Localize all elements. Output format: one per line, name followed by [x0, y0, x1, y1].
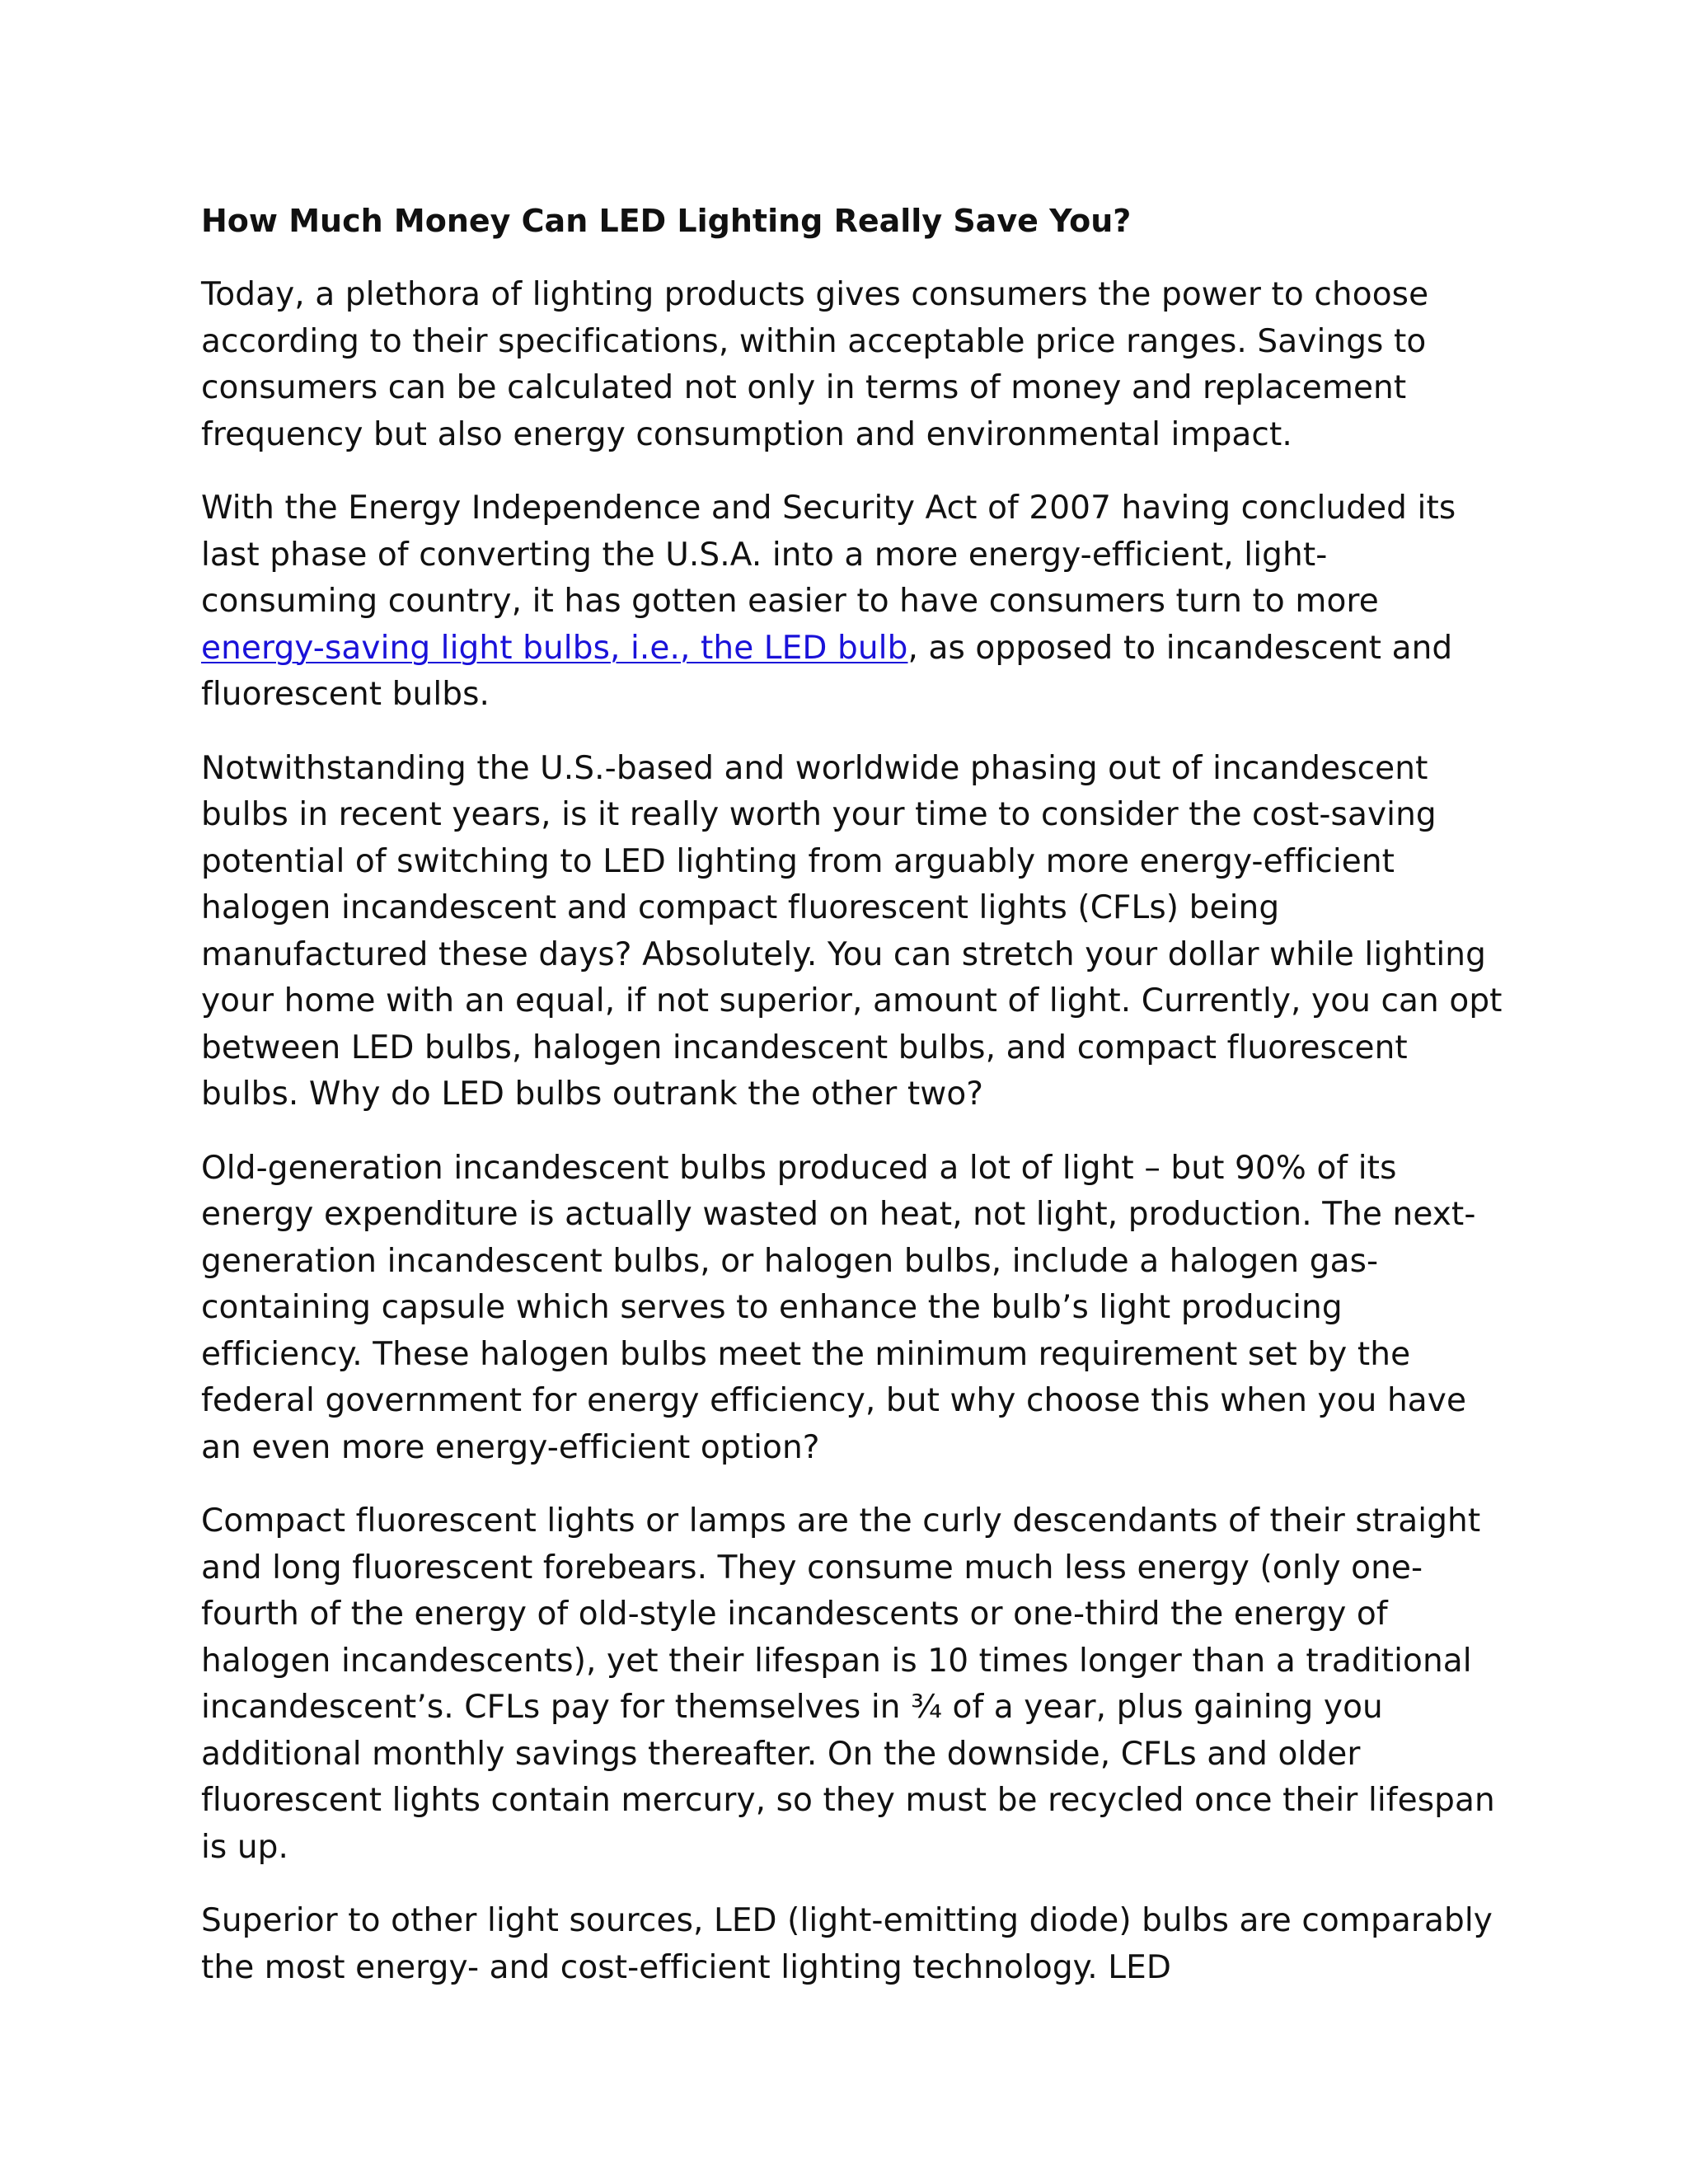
paragraph-halogen: Old-generation incandescent bulbs produced a lot of light – but 90% of its energy expenditure is actually wasted on heat, not light, production. The next-generation incandescent bulbs, or halogen bulbs, include a halogen gas-containing capsule which serves to enhance the bulb’s light producing efficiency. These halogen bulbs meet the minimum requirement set by the federal government for energy efficiency, but why choose this when you have an even more energy-efficient option?: [201, 1149, 1476, 1466]
paragraph-text-before-link: With the Energy Independence and Security Act of 2007 having concluded its last phase of converting the U.S.A. into a more energy-efficient, light-consuming country, it has gotten easier to have consumers turn to more: [201, 490, 1456, 620]
led-bulb-link[interactable]: energy-saving light bulbs, i.e., the LED bulb: [201, 629, 908, 667]
paragraph-energy-act: [201, 485, 1503, 719]
paragraph-cfl: Compact fluorescent lights or lamps are the curly descendants of their straight and long fluorescent forebears. They consume much less energy (only one-fourth of the energy of old-style incandescents or one-third the energy of halogen incandescents), yet their lifespan is 10 times longer than a traditional incandescent’s. CFLs pay for themselves in ¾ of a year, plus gaining you additional monthly savings thereafter. On the downside, CFLs and older fluorescent lights contain mercury, so they must be recycled once their lifespan is up.: [201, 1502, 1495, 1866]
paragraph-led: Superior to other light sources, LED (light-emitting diode) bulbs are comparably the most energy- and cost-efficient lighting technology. LED: [201, 1902, 1493, 1986]
document-title: How Much Money Can LED Lighting Really Save You?: [201, 203, 1132, 239]
document-body: [201, 198, 1503, 2018]
paragraph-intro: Today, a plethora of lighting products gives consumers the power to choose according to their specifications, within acceptable price ranges. Savings to consumers can be calculated not only in terms of money and replacement frequency but also energy consumption and environmental impact.: [201, 276, 1429, 453]
paragraph-text-after-link: , as opposed to incandescent and fluorescent bulbs.: [201, 629, 1453, 713]
paragraph-phasing-out: Notwithstanding the U.S.-based and worldwide phasing out of incandescent bulbs in recent years, is it really worth your time to consider the cost-saving potential of switching to LED lighting from arguably more energy-efficient halogen incandescent and compact fluorescent lights (CFLs) being manufactured these days? Absolutely. You can stretch your dollar while lighting your home with an equal, if not superior, amount of light. Currently, you can opt between LED bulbs, halogen incandescent bulbs, and compact fluorescent bulbs. Why do LED bulbs outrank the other two?: [201, 749, 1503, 1113]
